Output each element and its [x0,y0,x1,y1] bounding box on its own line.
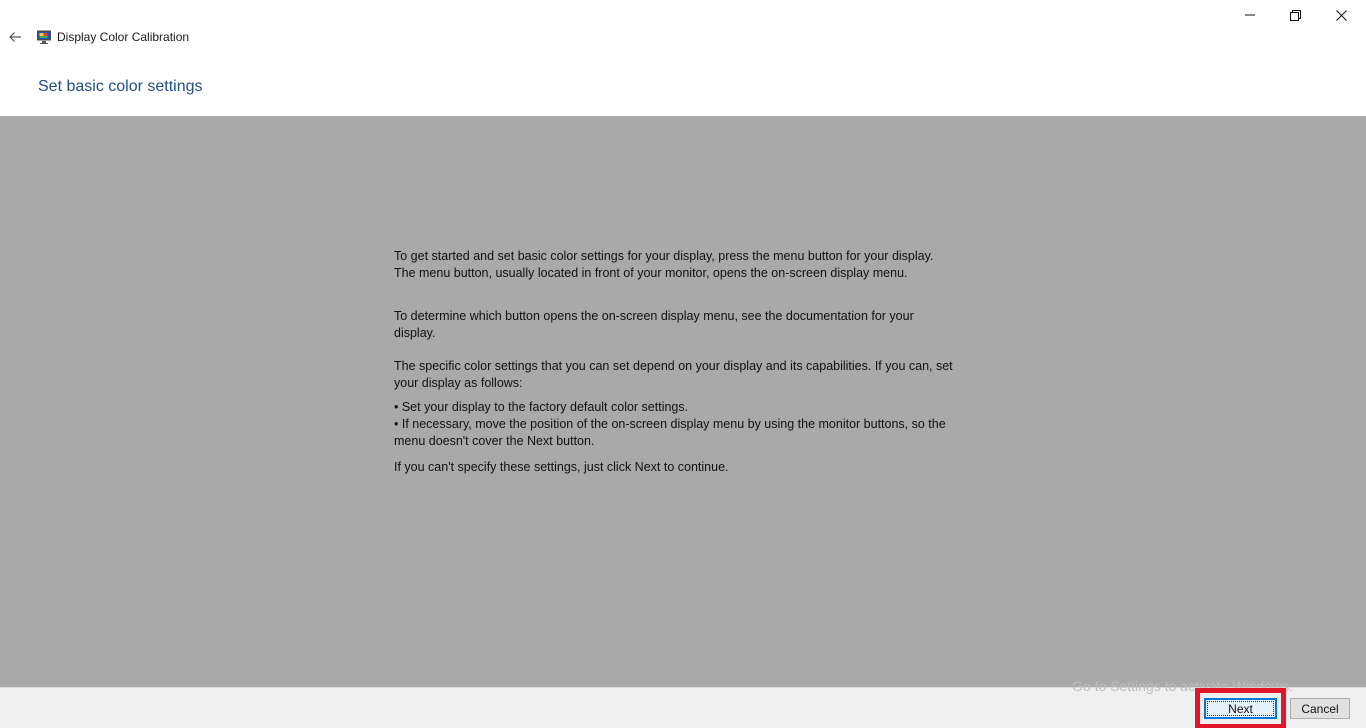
close-icon [1336,10,1347,21]
activation-watermark: Go to Settings to activate Windows. [1072,678,1293,694]
footer-bar [0,678,1366,728]
instruction-paragraph: The specific color settings that you can set depend on your display and its capabilities. If you can, set your display as follows: [394,359,953,390]
close-button[interactable] [1318,0,1364,30]
page-header [0,74,1366,116]
window-title: Display Color Calibration [57,30,190,44]
instruction-paragraph: If you can't specify these settings, just click Next to continue. [394,460,729,474]
display-calibration-icon [36,29,52,45]
minimize-button[interactable] [1227,0,1273,30]
cancel-button-label: Cancel [1301,701,1339,716]
cancel-button[interactable] [1290,698,1350,719]
page-title: Set basic color settings [38,78,203,95]
back-button[interactable] [4,26,26,48]
instruction-paragraph: To determine which button opens the on-screen display menu, see the documentation for your display. [394,309,914,340]
content-area [0,116,1366,687]
minimize-icon [1245,10,1255,20]
instruction-bullets: • Set your display to the factory default color settings. • If necessary, move the position of the on-screen display menu by using the monitor buttons, so the menu doesn't cover the Next button. [394,400,946,448]
back-arrow-icon [8,30,22,44]
focus-rect [1207,701,1274,716]
restore-button[interactable] [1272,0,1318,30]
title-bar [0,0,1366,74]
instruction-paragraph: To get started and set basic color settings for your display, press the menu button for your display. The menu button, usually located in front of your monitor, opens the on-screen display menu. [394,249,934,280]
instructions [394,248,954,476]
restore-icon [1290,10,1301,21]
next-button[interactable] [1204,698,1277,719]
next-button-label: Next [1228,701,1253,716]
